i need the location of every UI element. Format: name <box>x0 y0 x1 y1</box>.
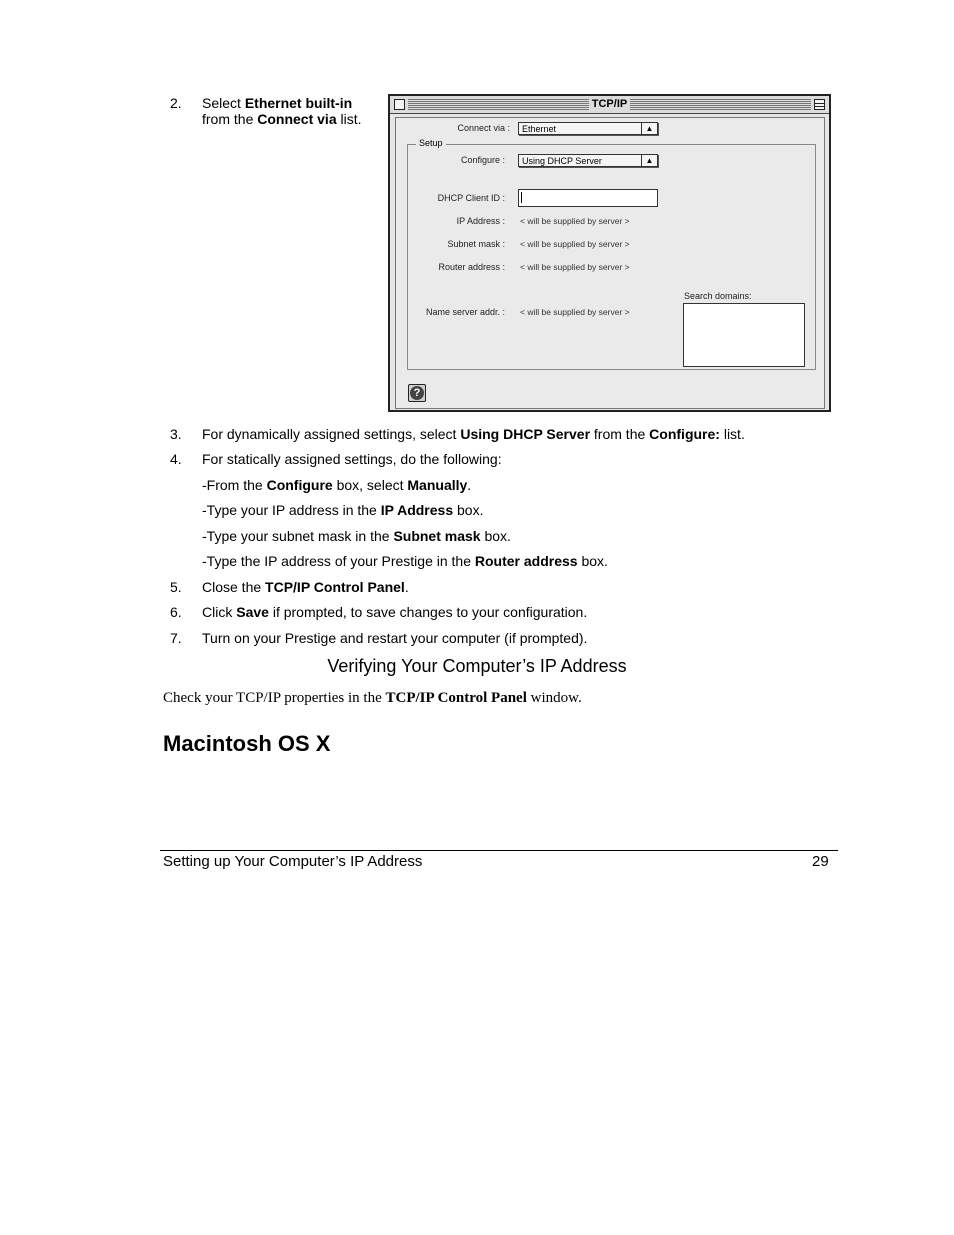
step-text <box>202 604 587 620</box>
router-address-label: Router address : <box>438 262 505 272</box>
footer-rule <box>160 850 838 851</box>
text: -From the <box>202 477 267 493</box>
step-text: For statically assigned settings, do the following: <box>202 451 502 467</box>
substep-ip-address <box>202 502 483 518</box>
dhcp-client-id-input[interactable] <box>518 189 658 207</box>
help-icon: ? <box>410 386 424 400</box>
bold-term: Using DHCP Server <box>460 426 591 442</box>
connect-via-popup[interactable] <box>518 122 658 135</box>
text: list. <box>719 426 745 442</box>
step-number: 5. <box>170 579 182 595</box>
text: from the <box>202 111 258 127</box>
text: -Type your subnet mask in the <box>202 528 394 544</box>
configure-popup[interactable] <box>518 154 658 167</box>
text: . <box>404 579 409 595</box>
name-server-value: < will be supplied by server > <box>520 307 630 317</box>
name-server-label: Name server addr. : <box>425 307 505 317</box>
search-domains-input[interactable] <box>683 303 805 367</box>
title-bar[interactable] <box>390 96 829 114</box>
subnet-mask-label: Subnet mask : <box>447 239 505 249</box>
step-number: 2. <box>170 95 182 111</box>
bold-term: Configure <box>266 477 333 493</box>
bold-term: Configure: <box>649 426 720 442</box>
popup-arrows-icon: ▲ <box>641 155 657 166</box>
text: box, select <box>332 477 408 493</box>
search-domains-label: Search domains: <box>684 291 752 301</box>
bold-term: Ethernet built-in <box>244 95 353 111</box>
connect-via-value: Ethernet <box>522 124 557 134</box>
text: Select <box>202 95 245 111</box>
step-text: Turn on your Prestige and restart your computer (if prompted). <box>202 630 588 646</box>
window-content <box>395 117 825 409</box>
text: window. <box>526 690 582 706</box>
section-heading: Macintosh OS X <box>163 731 331 756</box>
page-number: 29 <box>812 853 829 870</box>
text: box. <box>453 502 484 518</box>
configure-label: Configure : <box>460 155 505 165</box>
bold-term: Subnet mask <box>393 528 481 544</box>
subnet-mask-value: < will be supplied by server > <box>520 239 630 249</box>
step-number: 7. <box>170 630 182 646</box>
bold-term: Save <box>236 604 269 620</box>
bold-term: IP Address <box>380 502 454 518</box>
step-text <box>202 426 745 442</box>
substep-configure <box>202 477 471 493</box>
text: if prompted, to save changes to your configuration. <box>268 604 588 620</box>
text-cursor <box>521 192 522 203</box>
text: Click <box>202 604 237 620</box>
tcpip-window <box>388 94 831 412</box>
setup-label: Setup <box>416 138 446 148</box>
window-title-text: TCP/IP <box>589 98 630 110</box>
step-number: 4. <box>170 451 182 467</box>
verify-heading: Verifying Your Computer’s IP Address <box>327 656 627 676</box>
text: box. <box>577 553 608 569</box>
text: -Type your IP address in the <box>202 502 381 518</box>
step-text <box>202 579 409 595</box>
window-title <box>390 98 829 110</box>
text: . <box>467 477 472 493</box>
text: box. <box>480 528 511 544</box>
step-number: 6. <box>170 604 182 620</box>
connect-via-label: Connect via : <box>457 123 510 133</box>
text: Check your TCP/IP properties in the <box>163 690 386 706</box>
substep-router-address <box>202 553 608 569</box>
step-number: 3. <box>170 426 182 442</box>
check-paragraph <box>163 690 582 707</box>
router-address-value: < will be supplied by server > <box>520 262 630 272</box>
text: list. <box>336 111 362 127</box>
text: -Type the IP address of your Prestige in the <box>202 553 475 569</box>
ip-address-label: IP Address : <box>456 216 505 226</box>
text: Close the <box>202 579 266 595</box>
footer-title: Setting up Your Computer’s IP Address <box>163 853 423 870</box>
bold-term: Manually <box>407 477 468 493</box>
help-button[interactable] <box>408 384 426 402</box>
text: For dynamically assigned settings, select <box>202 426 461 442</box>
bold-term: Connect via <box>257 111 337 127</box>
bold-term: TCP/IP Control Panel <box>265 579 405 595</box>
dhcp-client-id-label: DHCP Client ID : <box>437 193 505 203</box>
text: from the <box>590 426 650 442</box>
step-text <box>202 95 362 127</box>
ip-address-value: < will be supplied by server > <box>520 216 630 226</box>
bold-term: TCP/IP Control Panel <box>385 690 527 706</box>
configure-value: Using DHCP Server <box>522 156 602 166</box>
bold-term: Router address <box>474 553 578 569</box>
popup-arrows-icon: ▲ <box>641 123 657 134</box>
substep-subnet-mask <box>202 528 511 544</box>
